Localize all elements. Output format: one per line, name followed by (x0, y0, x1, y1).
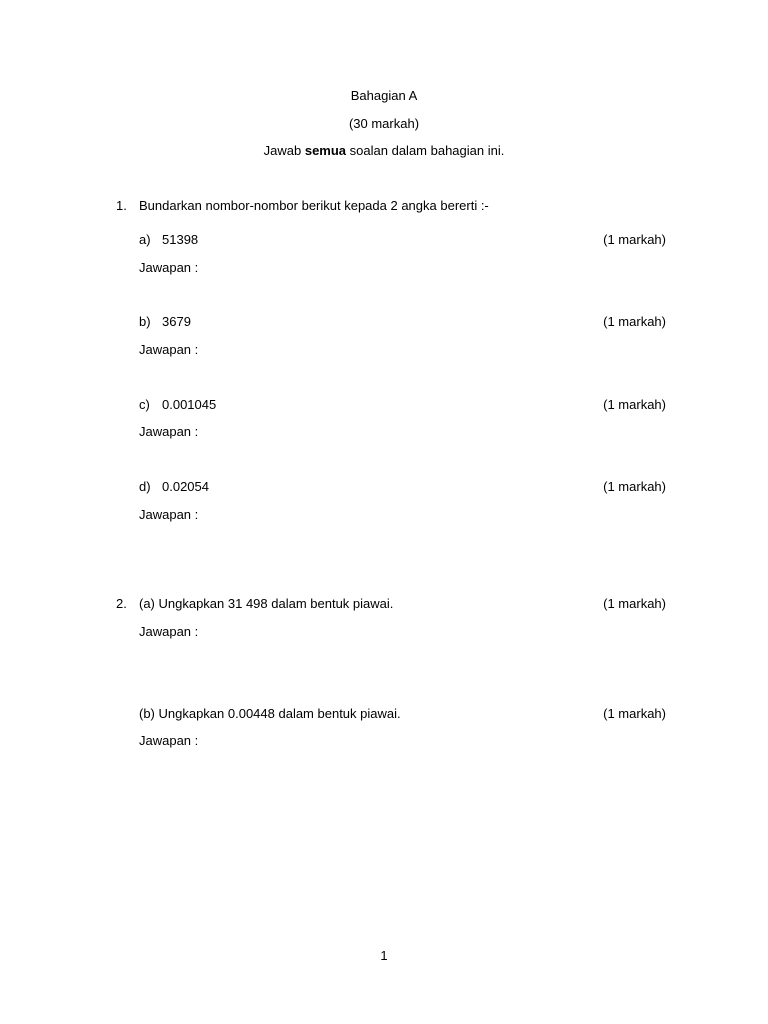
q1d-answer-label: Jawapan : (139, 507, 199, 522)
q1a-marks: (1 markah) (603, 232, 666, 247)
q2a-text: (a) Ungkapkan 31 498 dalam bentuk piawai. (139, 596, 394, 611)
q1a-answer-label: Jawapan : (139, 260, 199, 275)
q1a-value: 51398 (162, 232, 199, 247)
q2b-text: (b) Ungkapkan 0.00448 dalam bentuk piawai. (139, 706, 401, 721)
q1b-value: 3679 (162, 314, 191, 329)
q2b-marks: (1 markah) (603, 706, 666, 721)
q1a-letter: a) (139, 232, 151, 247)
q2a-marks: (1 markah) (603, 596, 666, 611)
instruction-before: Jawab (263, 143, 302, 158)
instruction-after: soalan dalam bahagian ini. (349, 143, 505, 158)
q1d-marks: (1 markah) (603, 479, 666, 494)
question-2-number: 2. (116, 596, 127, 611)
q1c-answer-label: Jawapan : (139, 424, 199, 439)
q1b-letter: b) (139, 314, 151, 329)
page-number: 1 (380, 948, 388, 963)
q1b-answer-label: Jawapan : (139, 342, 199, 357)
q2a-answer-label: Jawapan : (139, 624, 199, 639)
q1c-marks: (1 markah) (603, 397, 666, 412)
instruction (0, 143, 768, 159)
q1d-value: 0.02054 (162, 479, 209, 494)
instruction-bold: semua (304, 143, 347, 158)
q1b-marks: (1 markah) (603, 314, 666, 329)
q1c-value: 0.001045 (162, 397, 217, 412)
q1d-letter: d) (139, 479, 151, 494)
total-marks: (30 markah) (348, 116, 420, 131)
question-1-text: Bundarkan nombor-nombor berikut kepada 2 angka bererti :- (139, 198, 489, 213)
section-title: Bahagian A (350, 88, 418, 103)
q1c-letter: c) (139, 397, 150, 412)
question-1-number: 1. (116, 198, 127, 213)
q2b-answer-label: Jawapan : (139, 733, 199, 748)
